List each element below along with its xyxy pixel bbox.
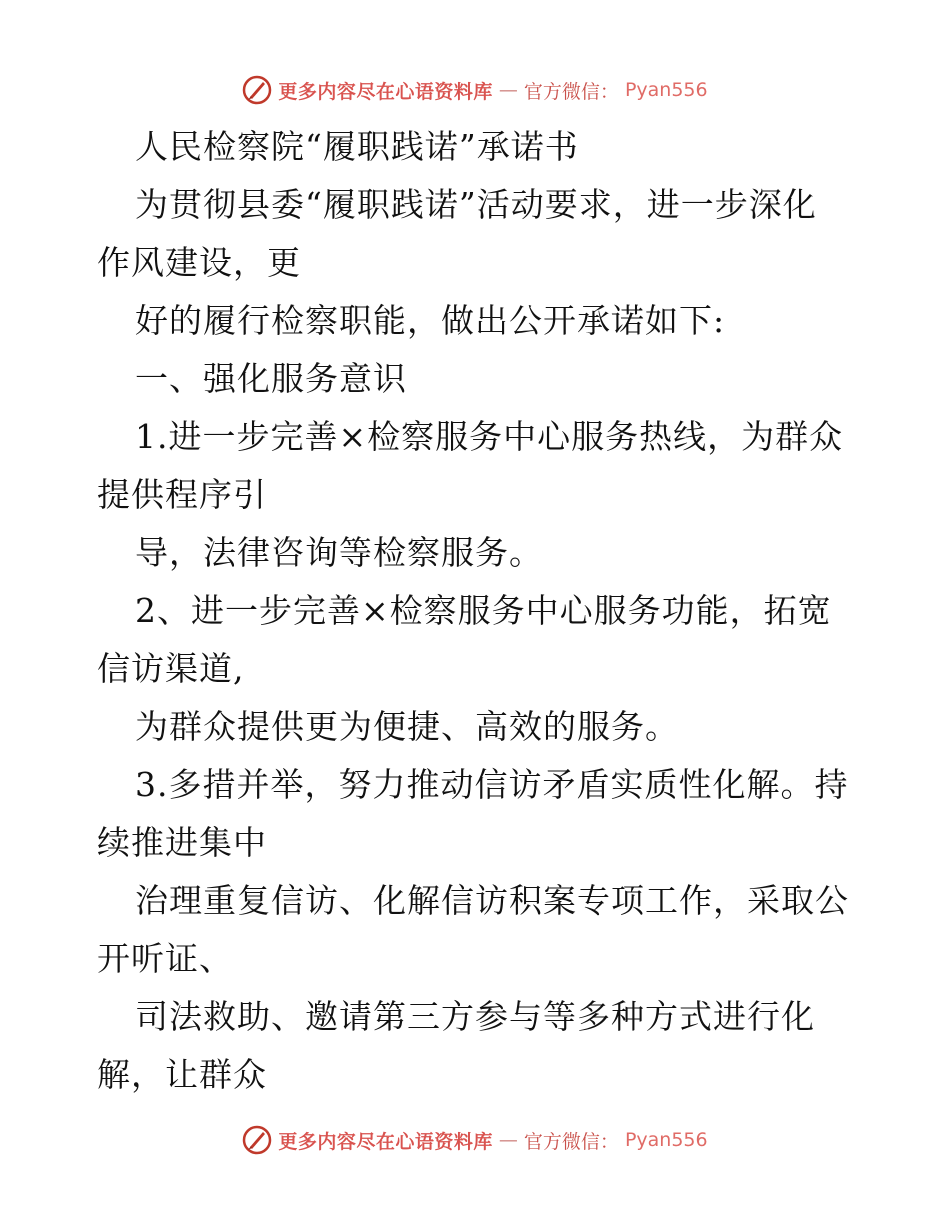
- quill-logo-icon: [242, 75, 272, 105]
- watermark-wechat-label: 官方微信：: [523, 1130, 619, 1153]
- quill-logo-icon: [242, 1125, 272, 1155]
- paragraph-line: 治理重复信访、化解信访积案专项工作，采取公: [135, 881, 849, 920]
- watermark-header: [0, 72, 950, 108]
- watermark-site-name: 更多内容尽在心语资料库: [278, 1130, 493, 1153]
- watermark-separator: —: [498, 79, 518, 101]
- paragraph-line: 信访渠道,: [97, 649, 245, 688]
- paragraph-line: 为群众提供更为便捷、高效的服务。: [135, 707, 679, 746]
- paragraph-line: 开听证、: [97, 939, 233, 978]
- paragraph-line: 解，让群众: [97, 1055, 267, 1094]
- paragraph-line: 续推进集中: [97, 823, 267, 862]
- paragraph-line: 司法救助、邀请第三方参与等多种方式进行化: [135, 997, 815, 1036]
- document-title: 人民检察院“履职践诺”承诺书: [135, 127, 579, 166]
- watermark-wechat-id: Pyan556: [624, 79, 708, 101]
- watermark-separator: —: [498, 1129, 518, 1151]
- paragraph-line: 提供程序引: [97, 475, 267, 514]
- watermark-footer: [0, 1122, 950, 1158]
- section-heading: 一、强化服务意识: [135, 359, 407, 398]
- watermark-wechat-label: 官方微信：: [523, 80, 619, 103]
- paragraph-line: 2、进一步完善×检察服务中心服务功能，拓宽: [135, 591, 832, 630]
- watermark-wechat-id: Pyan556: [624, 1129, 708, 1151]
- paragraph-line: 为贯彻县委“履职践诺”活动要求，进一步深化: [135, 185, 817, 224]
- paragraph-line: 作风建设，更: [97, 243, 301, 282]
- paragraph-line: 好的履行检察职能，做出公开承诺如下:: [135, 301, 726, 340]
- watermark-site-name: 更多内容尽在心语资料库: [278, 80, 493, 103]
- paragraph-line: 3.多措并举，努力推动信访矛盾实质性化解。持: [135, 765, 849, 804]
- paragraph-line: 1.进一步完善×检察服务中心服务热线，为群众: [135, 417, 844, 456]
- document-body: [97, 118, 857, 1104]
- paragraph-line: 导，法律咨询等检察服务。: [135, 533, 543, 572]
